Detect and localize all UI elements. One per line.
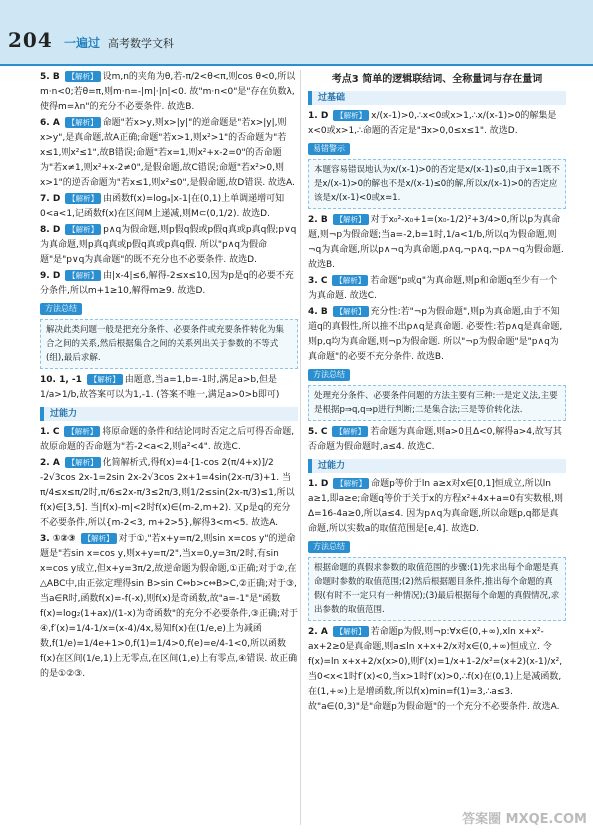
- right-column: [308, 70, 566, 716]
- analysis-tag: 【解析】: [64, 426, 100, 437]
- answer-text: 若命题"p或q"为真命题,则p和命题q至少有一个为真命题. 故选C.: [308, 276, 558, 301]
- tip-label: 方法总结: [308, 369, 350, 381]
- answer-text: p∧q为假命题,则p假q假或p假q真或p真q假;p∨q为真命题,则p真q真或p假q真或p真q假. 所以"p∧q为假命题"是"p∨q为真命题"的既不充分也不必要条件. 故选D.: [40, 225, 297, 265]
- answer-item: [40, 269, 298, 299]
- analysis-tag: 【解析】: [81, 533, 117, 544]
- answer-number: 6. A: [40, 118, 60, 128]
- answer-text: 对于①,"若x+y=π/2,则sin x=cos y"的逆命题是"若sin x=cos y,则x+y=π/2",当x=0,y=3π/2时,有sin x=cos y成立,但x+y=3π/2,故逆命题为假命题,①正确;对于②,在△ABC中,由正弦定理得sin B>sin C⇔b>c⇔B>C,②正确;对于③,当a∈R时,函数f(x)=-f(-x),则f(x)是奇函数,故"a=-1"是"函数f(x)=log₂(1+ax)/(1-x)为奇函数"的充分不必要条件,③正确;对于④,f′(x)=1/4-1/x=(x-4)/4x,易知f(x)在(1/e,e)上为减函数,f(1/e)=1/4e+1>0,f(1)=1/4>0,f(e)=e/4-1<0,所以函数f(x)在区间(1/e,1)上无零点,在区间(1,e)上有零点,④错误. 故正确的是①②③.: [40, 534, 298, 679]
- answer-text: 命题"若x>y,则x>|y|"的逆命题是"若x>|y|,则x>y",是真命题,故A正确;命题"若x>1,则x²>1"的否命题为"若x≤1,则x²≤1",故B错误;命题"若x=1,则x²+x-2=0"的否命题为"若x≠1,则x²+x-2≠0",是假命题,故C错误;命题"若x²>0,则x>1"的逆否命题为"若x≤1,则x²≤0",是假命题,故D错误. 故选A.: [40, 118, 295, 188]
- analysis-tag: 【解析】: [65, 224, 101, 235]
- answer-item: [308, 213, 566, 273]
- answer-number: 2. A: [40, 458, 60, 468]
- tip-box: 本题容易错误地认为x/(x-1)>0的否定是x/(x-1)≤0,由于x=1既不是x/(x-1)>0的解也不是x/(x-1)≤0的解,所以x/(x-1)>0的否定应该是x/(x-1)<0或x=1.: [308, 159, 566, 209]
- answer-item: [40, 223, 298, 268]
- answer-number: 2. B: [308, 215, 328, 225]
- answer-number: 2. A: [308, 627, 328, 637]
- analysis-tag: 【解析】: [333, 306, 369, 317]
- answer-text: 将原命题的条件和结论同时否定之后可得否命题,故原命题的否命题为"若-2<a<2,则a²<4". 故选C.: [40, 427, 295, 452]
- section-header: 过能力: [40, 407, 298, 421]
- answer-text: 若命题p为假,则¬p:∀x∈(0,+∞),xln x+x²-ax+2≥0是真命题,则a≤ln x+x+2/x对x∈(0,+∞)恒成立. 令f(x)=ln x+x+2/x(x>0),则f′(x)=1/x+1-2/x²=(x+2)(x-1)/x²,当0<x<1时f′(x)<0,当x>1时f′(x)>0,∴f(x)在(0,1)上是减函数,在(1,+∞)上是增函数,所以f(x)min=f(1)=3,∴a≤3. 故"a∈(0,3)"是"命题p为假命题"的一个充分不必要条件. 故选A.: [308, 627, 563, 712]
- column-divider: [300, 70, 301, 825]
- analysis-tag: 【解析】: [65, 270, 101, 281]
- answer-item: [40, 70, 298, 115]
- topic-title: 考点3 简单的逻辑联结词、全称量词与存在量词: [331, 74, 543, 85]
- answer-number: 3. C: [308, 276, 328, 286]
- analysis-tag: 【解析】: [333, 110, 369, 121]
- answer-number: 1. D: [308, 111, 329, 121]
- answer-text: 设m,n的夹角为θ,若-π/2<θ<π,则cos θ<0,所以m·n<0;若θ=π,则m·n=-|m|·|n|<0. 故"m·n<0"是"存在负数λ,使得m=λn"的充分不必要条件. 故选B.: [40, 72, 296, 112]
- book-title: 高考数学文科: [108, 37, 174, 50]
- tip-box: 解决此类问题一般是把充分条件、必要条件或充要条件转化为集合之间的关系,然后根据集合之间的关系列出关于参数的不等式(组),最后求解.: [40, 319, 298, 369]
- analysis-tag: 【解析】: [65, 193, 101, 204]
- answer-text: 由题意,当a=1,b=-1时,满足a>b,但是1/a>1/b,故答案可以为1,-1. (答案不唯一,满足a>0>b即可): [40, 375, 280, 400]
- answer-number: 8. D: [40, 225, 61, 235]
- answer-number: 5. C: [308, 427, 328, 437]
- answer-number: 1. C: [40, 427, 60, 437]
- tip-box: 根据命题的真假求参数的取值范围的步骤:(1)先求出每个命题是真命题时参数的取值范围;(2)然后根据题目条件,推出每个命题的真假(有时不一定只有一种情况);(3)最后根据每个命题的真假情况,求出参数的取值范围.: [308, 557, 566, 621]
- analysis-tag: 【解析】: [333, 214, 369, 225]
- answer-item: [308, 625, 566, 715]
- tip-label: 易错警示: [308, 143, 350, 155]
- answer-item: [40, 425, 298, 455]
- tip-label: 方法总结: [308, 541, 350, 553]
- answer-text: x/(x-1)>0,∴x<0或x>1,∴x/(x-1)>0的解集是x<0或x>1,∴命题的否定是"∃x>0,0≤x≤1". 故选D.: [308, 111, 557, 136]
- analysis-tag: 【解析】: [87, 374, 123, 385]
- analysis-tag: 【解析】: [65, 117, 101, 128]
- page-number: 204: [8, 28, 53, 52]
- analysis-tag: 【解析】: [333, 478, 369, 489]
- analysis-tag: 【解析】: [65, 71, 101, 82]
- section-header: 过基础: [308, 91, 566, 105]
- answer-number: 7. D: [40, 194, 61, 204]
- answer-item: [308, 477, 566, 537]
- answer-item: [308, 305, 566, 365]
- answer-item: [308, 425, 566, 455]
- answer-number: 9. D: [40, 271, 61, 281]
- answer-number: 10. 1, -1: [40, 375, 82, 385]
- answer-text: 由函数f(x)=logₐ|x-1|在(0,1)上单调递增可知0<a<1,记函数f(x)在区间M上递减,则M⊂(0,1/2). 故选D.: [40, 194, 285, 219]
- answer-item: [40, 532, 298, 682]
- brand-logo: 一遍过: [64, 36, 101, 50]
- tip-label: 方法总结: [40, 303, 82, 315]
- answer-item: [40, 192, 298, 222]
- answer-number: 1. D: [308, 479, 329, 489]
- section-header: 过能力: [308, 459, 566, 473]
- answer-item: [40, 456, 298, 531]
- answer-item: [308, 109, 566, 139]
- answer-text: 若命题为真命题,则a>0且Δ<0,解得a>4,故写其否命题为假命题时,a≤4. 故选C.: [308, 427, 562, 452]
- answer-number: 3. ①②③: [40, 534, 76, 544]
- tip-box: 处理充分条件、必要条件问题的方法主要有三种:一是定义法,主要是根据p⇒q,q⇒p进行判断;二是集合法;三是等价转化法.: [308, 385, 566, 421]
- answer-text: 由|x-4|≤6,解得-2≤x≤10,因为p是q的必要不充分条件,所以m+1≥10,解得m≥9. 故选D.: [40, 271, 294, 296]
- answer-text: 化简解析式,得f(x)=4·[1-cos 2(π/4+x)]/2 -2√3cos 2x-1=2sin 2x-2√3cos 2x+1=4sin(2x-π/3)+1. 当π/4≤x≤π/2时,π/6≤2x-π/3≤2π/3,则1/2≤sin(2x-π/3)≤1,所以f(x)∈[3,5]. 当|f(x)-m|<2时f(x)∈(m-2,m+2). 又p是q的充分不必要条件,所以{m-2<3, m+2>5},解得3<m<5. 故选A.: [40, 458, 295, 528]
- answer-text: 命题p等价于ln a≥x对x∈[0,1]恒成立,所以ln a≥1,即a≥e;命题q等价于关于x的方程x²+4x+a=0有实数根,则Δ=16-4a≥0,所以a≤4. 因为p∧q为真命题,所以命题p,q都是真命题,所以实数a的取值范围是[e,4]. 故选D.: [308, 479, 564, 534]
- answer-number: 5. B: [40, 72, 60, 82]
- answer-item: [40, 373, 298, 403]
- analysis-tag: 【解析】: [332, 275, 368, 286]
- analysis-tag: 【解析】: [332, 426, 368, 437]
- answer-item: [308, 274, 566, 304]
- answer-text: 充分性:若"¬p为假命题",则p为真命题,由于不知道q的真假性,所以推不出p∧q是真命题. 必要性:若p∧q是真命题,则p,q均为真命题,则¬p为假命题. 所以"¬p为假命题"是"p∧q为真命题"的必要不充分条件. 故选B.: [308, 307, 563, 362]
- answer-text: 对于x₀²-x₀+1=(x₀-1/2)²+3/4>0,所以p为真命题,则¬p为假命题;当a=-2,b=1时,1/a<1/b,所以q为假命题,则¬q为真命题,所以p∧¬q为真命题,p∧q,¬p∧q,¬p∧¬q为假命题. 故选B.: [308, 215, 564, 270]
- analysis-tag: 【解析】: [333, 626, 369, 637]
- watermark: 答案圈 MXQE.COM: [462, 812, 587, 827]
- answer-number: 4. B: [308, 307, 328, 317]
- left-column: [40, 70, 298, 683]
- header-bar: [0, 0, 593, 66]
- answer-item: [40, 116, 298, 191]
- analysis-tag: 【解析】: [65, 457, 101, 468]
